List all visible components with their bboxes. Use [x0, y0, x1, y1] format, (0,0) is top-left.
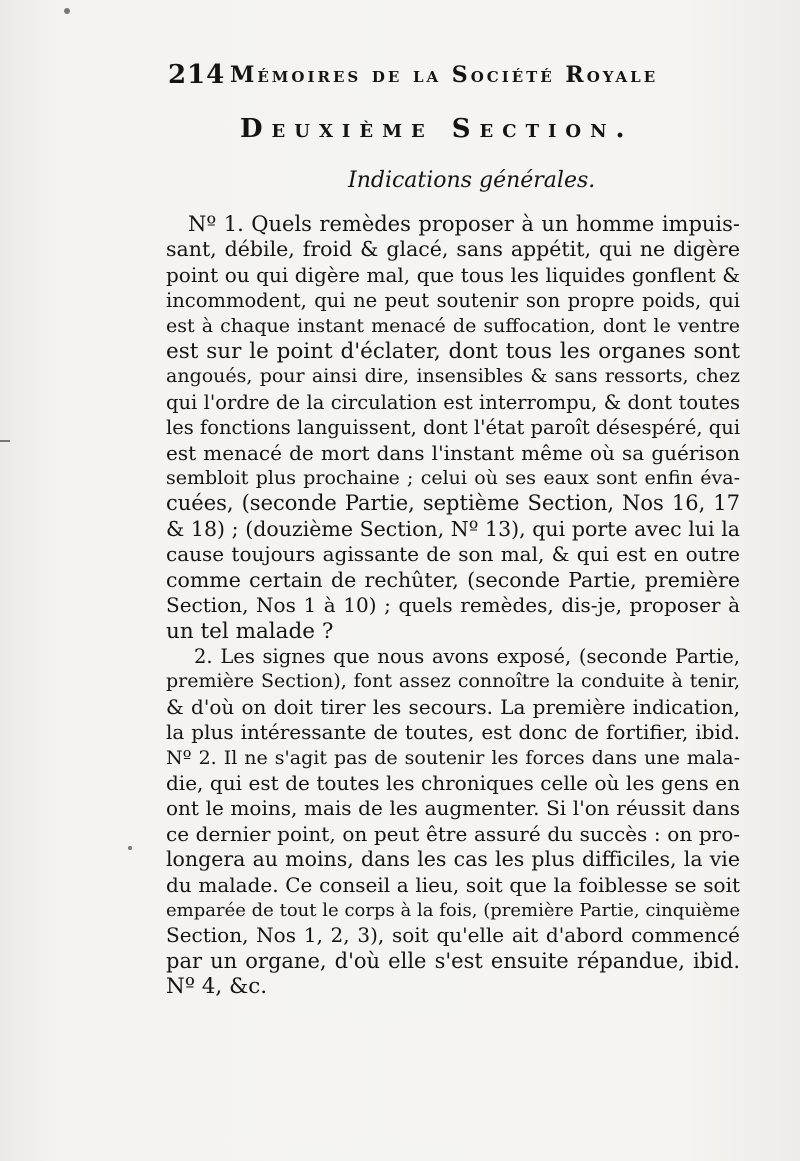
text-line: est menacé de mort dans l'instant même où sa guérison	[166, 440, 740, 465]
page-number: 214	[168, 60, 226, 90]
text-line: Nº 4, &c.	[166, 974, 268, 1000]
text-line: incommodent, qui ne peut soutenir son propre poids, qui	[166, 289, 740, 313]
text-line: Nº 1. Quels remèdes proposer à un homme impuis-	[188, 212, 740, 236]
text-line: cause toujours agissante de son mal, & qui est en outre	[166, 542, 740, 567]
text-line: angoués, pour ainsi dire, insensibles & sans ressorts, chez	[166, 365, 740, 388]
text-line: première Section), font assez connoître la conduite à tenir,	[166, 670, 740, 693]
text-line: la plus intéressante de toutes, est donc de fortifier, ibid.	[166, 720, 740, 745]
text-line: ce dernier point, on peut être assuré du succès : on pro-	[166, 821, 740, 846]
paper-speck	[0, 440, 10, 442]
text-line: Nº 2. Il ne s'agit pas de soutenir les forces dans une mala-	[166, 746, 740, 769]
text-line: point ou qui digère mal, que tous les liquides gonflent &	[166, 262, 740, 287]
text-line: cuées, (seconde Partie, septième Section, Nos 16, 17	[166, 491, 740, 516]
text-line: les fonctions languissent, dont l'état paroît désespéré, qui	[166, 416, 741, 440]
text-line: un tel malade ?	[166, 618, 334, 644]
text-line: par un organe, d'où elle s'est ensuite répandue, ibid.	[166, 948, 740, 973]
paragraph-1	[166, 212, 740, 644]
text-line: die, qui est de toutes les chroniques celle où les gens en	[166, 770, 740, 795]
section-title: Deuxième Section.	[240, 114, 634, 144]
text-line: sant, débile, froid & glacé, sans appétit, qui ne digère	[166, 237, 740, 262]
text-line: emparée de tout le corps à la fois, (première Partie, cinquième	[166, 899, 740, 921]
text-line: & d'où on doit tirer les secours. La première indication,	[166, 694, 740, 719]
body-text	[166, 212, 740, 1000]
text-line: Section, Nos 1, 2, 3), soit qu'elle ait d'abord commencé	[166, 923, 740, 948]
subheading: Indications générales.	[348, 168, 596, 193]
text-line: est sur le point d'éclater, dont tous les organes sont	[166, 339, 740, 365]
paper-speck	[128, 846, 132, 850]
page-header	[168, 60, 688, 100]
text-line: qui l'ordre de la circulation est interrompu, & dont toutes	[166, 390, 740, 414]
text-line: longera au moins, dans les cas les plus difficiles, la vie	[166, 847, 740, 872]
text-line: sembloit plus prochaine ; celui où ses eaux sont enfin éva-	[166, 467, 740, 490]
text-line: ont le moins, mais de les augmenter. Si l'on réussit dans	[166, 796, 740, 821]
text-line: & 18) ; (douzième Section, Nº 13), qui porte avec lui la	[166, 516, 740, 541]
text-line: 2. Les signes que nous avons exposé, (seconde Partie,	[194, 644, 740, 668]
text-line: est à chaque instant menacé de suffocation, dont le ventre	[166, 314, 740, 337]
paper-speck	[64, 8, 70, 14]
text-line: Section, Nos 1 à 10) ; quels remèdes, dis-je, proposer à	[166, 593, 740, 618]
paragraph-2	[166, 644, 740, 1000]
text-line: du malade. Ce conseil a lieu, soit que la foiblesse se soit	[166, 872, 740, 897]
text-line: comme certain de rechûter, (seconde Partie, première	[166, 567, 740, 592]
running-title: Mémoires de la Société Royale	[230, 62, 659, 88]
